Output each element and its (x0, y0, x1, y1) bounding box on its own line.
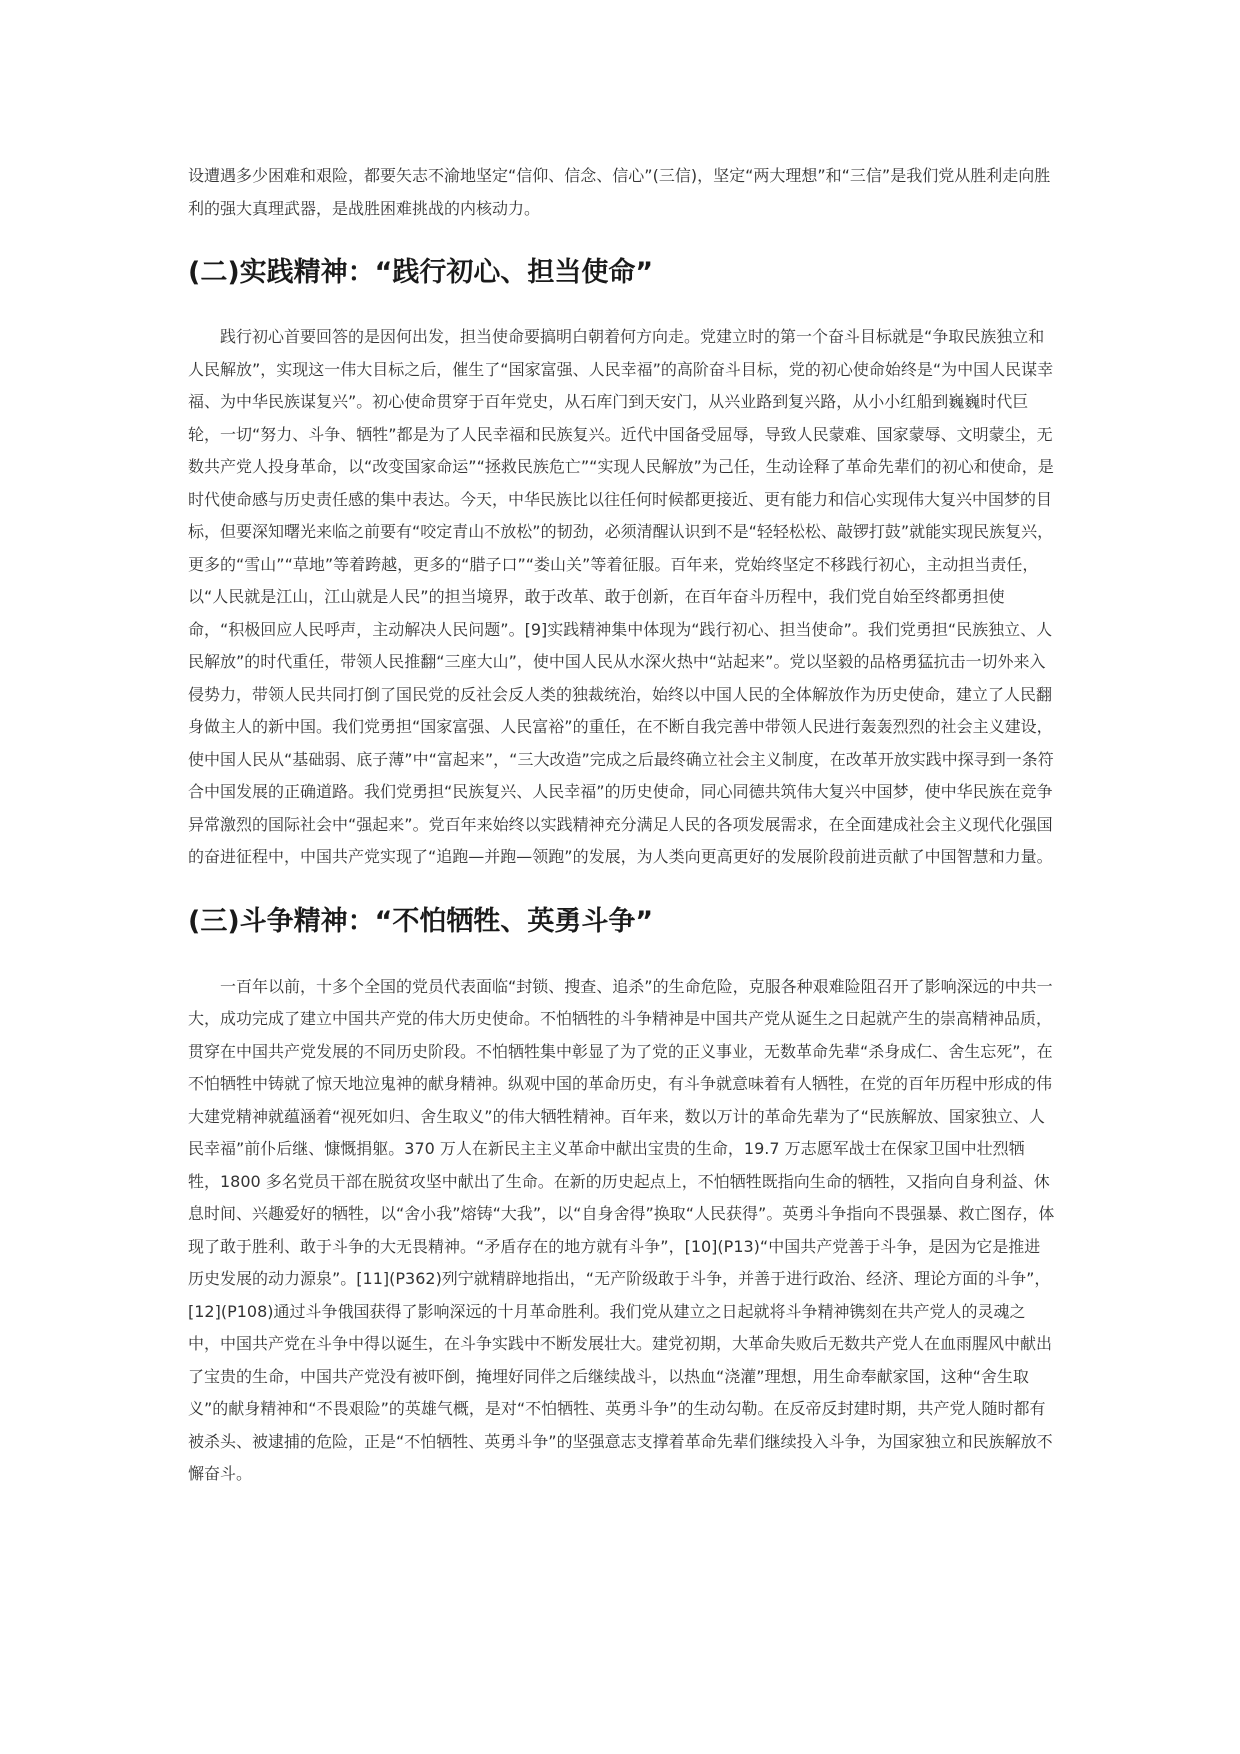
section-paragraph-struggle-spirit: 一百年以前，十多个全国的党员代表面临“封锁、搜查、追杀”的生命危险，克服各种艰难险阻召开了影响深远的中共一大，成功完成了建立中国共产党的伟大历史使命。不怕牺牲的斗争精神是中国共产党从诞生之日起就产生的崇高精神品质，贯穿在中国共产党发展的不同历史阶段。不怕牺牲集中彰显了为了党的正义事业，无数革命先辈“杀身成仁、舍生忘死”，在不怕牺牲中铸就了惊天地泣鬼神的献身精神。纵观中国的革命历史，有斗争就意味着有人牺牲，在党的百年历程中形成的伟大建党精神就蕴涵着“视死如归、舍生取义”的伟大牺牲精神。百年来，数以万计的革命先辈为了“民族解放、国家独立、人民幸福”前仆后继、慷慨捐躯。370 万人在新民主主义革命中献出宝贵的生命，19.7 万志愿军战士在保家卫国中壮烈牺牲，1800 多名党员干部在脱贫攻坚中献出了生命。在新的历史起点上，不怕牺牲既指向生命的牺牲，又指向自身利益、休息时间、兴趣爱好的牺牲，以“舍小我”熔铸“大我”，以“自身舍得”换取“人民获得”。英勇斗争指向不畏强暴、救亡图存，体现了敢于胜利、敢于斗争的大无畏精神。“矛盾存在的地方就有斗争”，[10](P13)“中国共产党善于斗争，是因为它是推进历史发展的动力源泉”。[11](P362)列宁就精辟地指出，“无产阶级敢于斗争，并善于进行政治、经济、理论方面的斗争”，[12](P108)通过斗争俄国获得了影响深远的十月革命胜利。我们党从建立之日起就将斗争精神镌刻在共产党人的灵魂之中，中国共产党在斗争中得以诞生，在斗争实践中不断发展壮大。建党初期，大革命失败后无数共产党人在血雨腥风中献出了宝贵的生命，中国共产党没有被吓倒，掩埋好同伴之后继续战斗，以热血“浇灌”理想，用生命奉献家国，这种“舍生取义”的献身精神和“不畏艰险”的英雄气概，是对“不怕牺牲、英勇斗争”的生动勾勒。在反帝反封建时期，共产党人随时都有被杀头、被逮捕的危险，正是“不怕牺牲、英勇斗争”的坚强意志支撑着革命先辈们继续投入斗争，为国家独立和民族解放不懈奋斗。 (188, 976, 1055, 1483)
document-page (188, 160, 1056, 1491)
section-paragraph-practice-spirit: 践行初心首要回答的是因何出发，担当使命要搞明白朝着何方向走。党建立时的第一个奋斗目标就是“争取民族独立和人民解放”，实现这一伟大目标之后，催生了“国家富强、人民幸福”的高阶奋斗目标，党的初心使命始终是“为中国人民谋幸福、为中华民族谋复兴”。初心使命贯穿于百年党史，从石库门到天安门，从兴业路到复兴路，从小小红船到巍巍时代巨轮，一切“努力、斗争、牺牲”都是为了人民幸福和民族复兴。近代中国备受屈辱，导致人民蒙难、国家蒙辱、文明蒙尘，无数共产党人投身革命，以“改变国家命运”“拯救民族危亡”“实现人民解放”为己任，生动诠释了革命先辈们的初心和使命，是时代使命感与历史责任感的集中表达。今天，中华民族比以往任何时候都更接近、更有能力和信心实现伟大复兴中国梦的目标，但要深知曙光来临之前要有“咬定青山不放松”的韧劲，必须清醒认识到不是“轻轻松松、敲锣打鼓”就能实现民族复兴，更多的“雪山”“草地”等着跨越，更多的“腊子口”“娄山关”等着征服。百年来，党始终坚定不移践行初心，主动担当责任，以“人民就是江山，江山就是人民”的担当境界，敢于改革、敢于创新，在百年奋斗历程中，我们党自始至终都勇担使命，“积极回应人民呼声，主动解决人民问题”。[9]实践精神集中体现为“践行初心、担当使命”。我们党勇担“民族独立、人民解放”的时代重任，带领人民推翻“三座大山”，使中国人民从水深火热中“站起来”。党以坚毅的品格勇猛抗击一切外来入侵势力，带领人民共同打倒了国民党的反社会反人类的独裁统治，始终以中国人民的全体解放作为历史使命，建立了人民翻身做主人的新中国。我们党勇担“国家富强、人民富裕”的重任，在不断自我完善中带领人民进行轰轰烈烈的社会主义建设，使中国人民从“基础弱、底子薄”中“富起来”，“三大改造”完成之后最终确立社会主义制度，在改革开放实践中探寻到一条符合中国发展的正确道路。我们党勇担“民族复兴、人民幸福”的历史使命，同心同德共筑伟大复兴中国梦，使中华民族在竞争异常激烈的国际社会中“强起来”。党百年来始终以实践精神充分满足人民的各项发展需求，在全面建成社会主义现代化强国的奋进征程中，中国共产党实现了“追跑—并跑—领跑”的发展，为人类向更高更好的发展阶段前进贡献了中国智慧和力量。 (188, 327, 1054, 866)
intro-paragraph: 设遭遇多少困难和艰险，都要矢志不渝地坚定“信仰、信念、信心”(三信)，坚定“两大理想”和“三信”是我们党从胜利走向胜利的强大真理武器，是战胜困难挑战的内核动力。 (188, 166, 1051, 218)
section-heading-struggle-spirit: (三)斗争精神：“不怕牺牲、英勇斗争” (188, 905, 654, 937)
section-heading-practice-spirit: (二)实践精神：“践行初心、担当使命” (188, 257, 654, 288)
